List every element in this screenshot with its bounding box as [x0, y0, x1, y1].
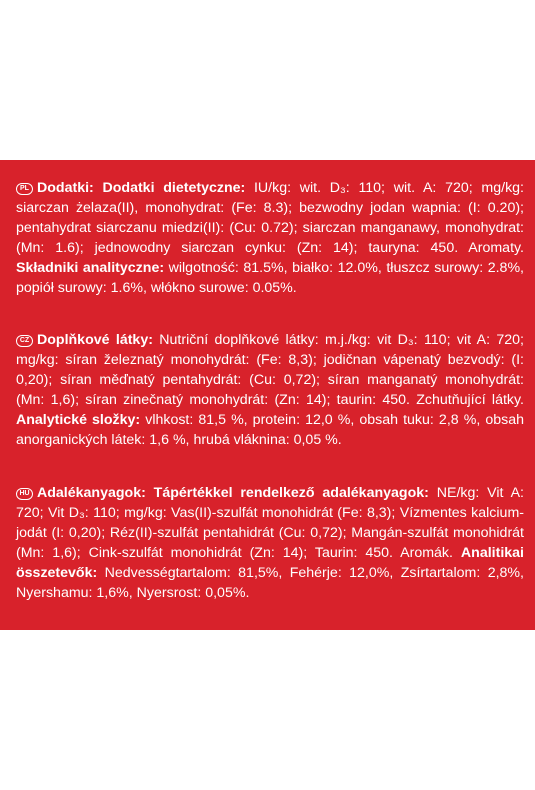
pl-analytical-text: wilgotność: 81.5%, białko: 12.0%, tłuszcz surowy: 2.8%, popiół surowy: 1.6%, włókno surowe: 0.05%. — [16, 260, 524, 296]
hungarian-section — [16, 483, 524, 603]
hu-language-badge: HU — [16, 488, 33, 500]
hu-analytical-text: Nedvességtartalom: 81,5%, Fehérje: 12,0%, Zsírtartalom: 2,8%, Nyershamu: 1,6%, Nyersrost: 0,05%. — [16, 565, 524, 601]
hu-additives-text: NE/kg: Vit A: 720; Vit D₃: 110; mg/kg: Vas(II)-szulfát monohidrát (Fe: 8,3); Vízmentes kalcium-jodát (I: 0,20); Réz(II)-szulfát pentahidrát (Cu: 0,72); Mangán-szulfát monohidrát (Mn: 1,6); Cink-szulfát monohidrát (Zn: 14); Taurin: 450. Aromák. — [16, 485, 524, 561]
hu-analytical-heading: Analitikai összetevők: — [16, 545, 524, 581]
polish-section — [16, 178, 524, 298]
cz-analytical-heading: Analytické složky: — [16, 412, 141, 428]
pl-language-badge: PL — [16, 183, 33, 195]
pl-heading: Dodatki: — [37, 180, 94, 196]
pl-subheading: Dodatki dietetyczne: — [102, 180, 246, 196]
pl-additives-text: IU/kg: wit. D₃: 110; wit. A: 720; mg/kg: siarczan żelaza(II), monohydrat: (Fe: 8.3); bezwodny jodan wapnia: (I: 0.20); pentahydrat siarczanu miedzi(II): (Cu: 0.72); siarczan manganawy, monohydrat: (Mn: 1.6); jednowodny siarczan cynku: (Zn: 14); tauryna: 450. Aromaty. — [16, 180, 524, 256]
red-label-panel — [0, 160, 535, 630]
hu-heading: Adalékanyagok: Tápértékkel rendelkező adalékanyagok: — [37, 485, 429, 501]
cz-analytical-text: vlhkost: 81,5 %, protein: 12,0 %, obsah tuku: 2,8 %, obsah anorganických látek: 1,6 %, hrubá vláknina: 0,05 %. — [16, 412, 524, 448]
cz-language-badge: CZ — [16, 335, 33, 347]
czech-section — [16, 330, 524, 450]
cz-additives-text: Nutriční doplňkové látky: m.j./kg: vit D₃: 110; vit A: 720; mg/kg: síran železnatý monohydrát: (Fe: 8,3); jodičnan vápenatý bezvodý: (I: 0,20); síran měďnatý pentahydrát: (Cu: 0,72); síran manganatý monohydrát: (Mn: 1,6); síran zinečnatý monohydrát: (Zn: 14); taurin: 450. Zchutňující látky. — [16, 332, 524, 408]
cz-heading: Doplňkové látky: — [37, 332, 153, 348]
pl-analytical-heading: Składniki analityczne: — [16, 260, 165, 276]
